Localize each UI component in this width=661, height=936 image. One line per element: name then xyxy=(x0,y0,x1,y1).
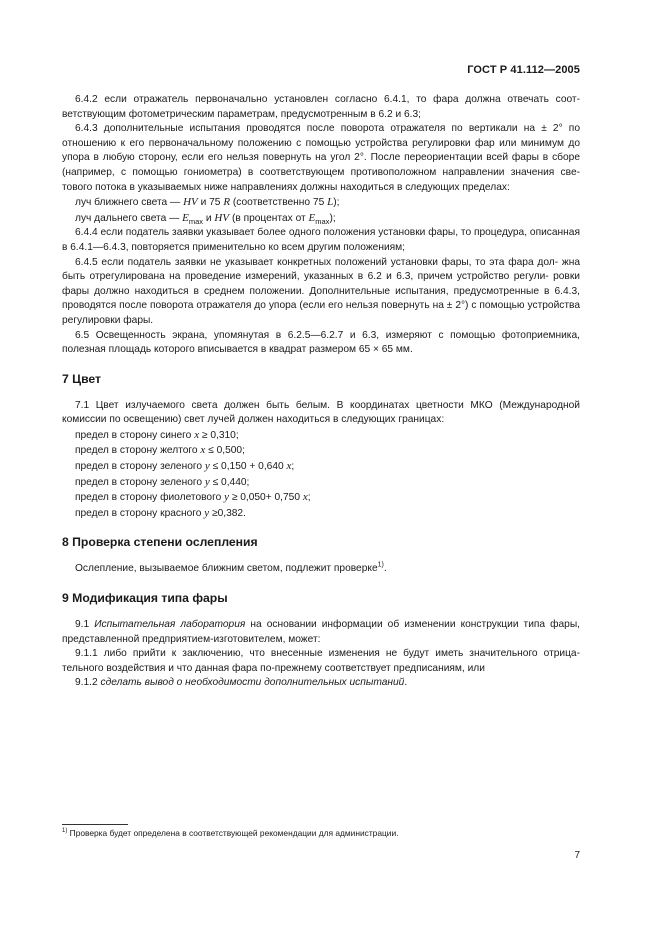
text-line: устройства регулировки фары. xyxy=(62,300,580,326)
paragraph-6-5 xyxy=(62,329,580,358)
footnote xyxy=(62,828,398,838)
text: . xyxy=(404,677,408,689)
limit-green-2 xyxy=(62,475,580,491)
text: предел в сторону желтого xyxy=(75,445,198,457)
text: ≥ 0,050+ 0,750 xyxy=(231,492,301,504)
footnote-text: Проверка будет определена в соответствующей рекомендации для администрации. xyxy=(69,828,399,838)
paragraph-9-1-1 xyxy=(62,647,580,676)
text: предел в сторону зеленого xyxy=(75,476,203,488)
text-line: ветствующим фотометрическим параметрам, предусмотренным в 6.2 и 6.3; xyxy=(62,108,421,120)
text-line: фары, представленной предприятием-изготовителем, может: xyxy=(62,619,580,645)
footnote-reference: 1) xyxy=(377,562,384,570)
math-var: E xyxy=(308,211,316,224)
text-line: ровки фары должно находиться в среднем положении. Дополнительные испытания, предусмотренные xyxy=(62,271,580,297)
page-number: 7 xyxy=(574,850,580,861)
text-line: 7.1 Цвет излучаемого света должен быть белым. В координатах цветности МКО (Международной xyxy=(75,399,580,411)
text: ≤ 0,440; xyxy=(212,476,250,488)
text-line: комиссии по освещению) свет лучей должен находиться в следующих границах: xyxy=(62,414,445,426)
text-line: упора в любую сторону, если его нельзя повернуть на угол 2°. После переориентации всей фары в сборе xyxy=(62,152,580,164)
text: ≥0,382. xyxy=(212,507,246,519)
italic-term: Испытательная лаборатория xyxy=(94,619,246,631)
paragraph-8 xyxy=(62,562,580,577)
math-var: HV xyxy=(183,196,198,209)
math-var: x xyxy=(286,460,292,473)
math-var: R xyxy=(223,196,231,209)
text-line: полезная площадь которого вписывается в квадрат размером 65 × 65 мм. xyxy=(62,344,413,356)
footnote-mark: 1) xyxy=(62,828,68,835)
text: (соответственно 75 xyxy=(232,197,325,209)
text-line: (например, с помощью гониометра) в соответствующем противоположном направлении значения све- xyxy=(62,166,580,178)
limit-yellow xyxy=(62,443,580,459)
text: ; xyxy=(291,461,295,473)
subscript: max xyxy=(188,216,204,226)
math-var: y xyxy=(204,475,210,488)
text-line: жна быть отрегулирована на проведение измерений, указанных в 6.2 и 6.3, причем устройство регули- xyxy=(62,256,580,283)
document-id-header: ГОСТ Р 41.112—2005 xyxy=(467,64,580,76)
paragraph-7-1 xyxy=(62,399,580,428)
document-body xyxy=(62,93,580,691)
text: и 75 xyxy=(200,197,221,209)
text-line: тового потока в указываемых ниже направлениях должны находиться в следующих пределах: xyxy=(62,181,510,193)
text: Ослепление, вызываемое ближним светом, подлежит проверке xyxy=(75,563,378,575)
text: ≤ 0,500; xyxy=(208,445,245,457)
text: луч дальнего света — xyxy=(75,212,180,224)
clause-number: 9.1.2 xyxy=(75,677,98,689)
section-9-heading: 9 Модификация типа фары xyxy=(62,591,228,606)
math-var: y xyxy=(204,460,210,473)
text-line: 6.4.5 если податель заявки не указывает конкретных положений установки фары, то эта фара дол- xyxy=(75,256,559,268)
paragraph-9-1-2 xyxy=(62,676,580,691)
text-line: описанная в 6.4.1—6.4.3, повторяется применительно ко всем другим положениям; xyxy=(62,227,580,253)
text: луч ближнего света — xyxy=(75,197,181,209)
text-line: 6.5 Освещенность экрана, упомянутая в 6.2.5—6.2.7 и 6.3, измеряют с помощью фотоприемника, xyxy=(75,329,580,341)
footnote-divider xyxy=(62,824,128,825)
low-beam-line xyxy=(62,195,580,211)
text-line: 6.4.3 дополнительные испытания проводятся после поворота отражателя по вертикали на xyxy=(75,123,536,135)
math-var: L xyxy=(327,196,334,209)
text: ≥ 0,310; xyxy=(201,429,239,441)
high-beam-line xyxy=(62,211,580,227)
text-line: 6.4.4 если податель заявки указывает более одного положения установки фары, то процедура, xyxy=(75,227,528,239)
text-line: 9.1.1 либо прийти к заключению, что внесенные изменения не будут иметь значительного отрица- xyxy=(75,648,580,660)
text: (в процентах от xyxy=(231,212,306,224)
text-line: ± 2° по xyxy=(541,123,580,135)
text: ≤ 0,150 + 0,640 xyxy=(212,461,284,473)
text: ; xyxy=(307,492,311,504)
limit-red xyxy=(62,506,580,522)
math-var: HV xyxy=(214,211,230,224)
limit-green-1 xyxy=(62,459,580,475)
math-var: x xyxy=(302,491,308,504)
paragraph-6-4-4 xyxy=(62,226,580,255)
text: ); xyxy=(333,197,340,209)
math-var: x xyxy=(200,444,206,457)
math-var: E xyxy=(182,211,189,224)
limit-blue xyxy=(62,428,580,444)
section-7-heading: 7 Цвет xyxy=(62,371,101,386)
text-line: на основании информации об изменении конструкции типа xyxy=(250,619,546,631)
subscript: max xyxy=(315,216,330,226)
text: предел в сторону синего xyxy=(75,429,192,441)
paragraph-6-4-5 xyxy=(62,256,580,329)
text-line: тельного воздействия и что данная фара по-прежнему соответствует предписаниям, или xyxy=(62,662,485,674)
section-8-heading: 8 Проверка степени ослепления xyxy=(62,535,258,550)
text-line: 6.4.2 если отражатель первоначально установлен согласно 6.4.1, то фара должна отвечать соот- xyxy=(75,94,580,105)
text: и xyxy=(205,212,212,224)
text: предел в сторону фиолетового xyxy=(75,492,222,504)
clause-number: 9.1 xyxy=(75,619,90,631)
text: ); xyxy=(329,212,336,224)
math-var: y xyxy=(204,506,210,519)
paragraph-6-4-3 xyxy=(62,122,580,195)
italic-text: сделать вывод о необходимости дополнительных испытаний xyxy=(100,677,405,689)
limit-violet xyxy=(62,490,580,506)
text: . xyxy=(383,563,387,575)
paragraph-6-4-2 xyxy=(62,93,580,122)
math-var: y xyxy=(224,491,229,504)
text-line: отношению к его первоначальному положению с помощью устройства регулировки фар или минимум до xyxy=(62,137,580,149)
text: предел в сторону красного xyxy=(75,507,202,519)
text-line: в 6.4.3, проводятся после поворота отражателя до упора (если его нельзя повернуть на ± 2°) с помощью xyxy=(62,285,580,312)
paragraph-9-1 xyxy=(62,618,580,647)
math-var: x xyxy=(194,428,200,441)
text: предел в сторону зеленого xyxy=(75,461,203,473)
